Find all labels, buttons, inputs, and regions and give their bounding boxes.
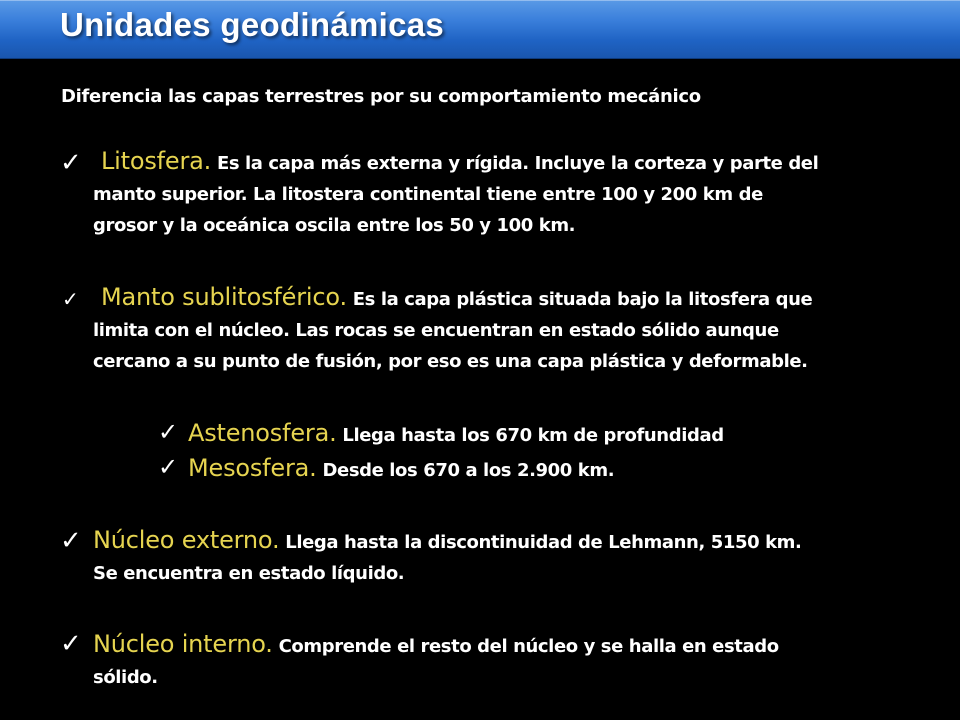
- list-item-manto-sublitosferico: [93, 282, 812, 377]
- description-line: limita con el núcleo. Las rocas se encuentran en estado sólido aunque: [93, 320, 779, 341]
- checkmark-icon: ✓: [60, 629, 82, 659]
- list-item-nucleo-interno: [93, 629, 779, 693]
- term-nucleo-interno: Núcleo interno.: [93, 630, 273, 658]
- description-line: Desde los 670 a los 2.900 km.: [322, 460, 615, 481]
- checkmark-icon: ✓: [158, 418, 179, 446]
- description-line: Es la capa plástica situada bajo la litosfera que: [352, 289, 813, 310]
- description-line: Es la capa más externa y rígida. Incluye la corteza y parte del: [216, 153, 819, 174]
- term-litosfera: Litosfera.: [101, 147, 212, 175]
- list-item-litosfera: [93, 146, 818, 241]
- checkmark-icon: ✓: [62, 287, 79, 311]
- description-line: Se encuentra en estado líquido.: [93, 563, 405, 584]
- list-item-nucleo-externo: [93, 525, 801, 589]
- list-item-astenosfera: [188, 418, 724, 451]
- title-bar: [0, 0, 960, 59]
- checkmark-icon: ✓: [158, 453, 179, 481]
- checkmark-icon: ✓: [60, 526, 82, 556]
- description-line: Llega hasta los 670 km de profundidad: [342, 425, 724, 446]
- term-mesosfera: Mesosfera.: [188, 454, 317, 482]
- description-line: manto superior. La litostera continental tiene entre 100 y 200 km de: [93, 184, 763, 205]
- description-line: Comprende el resto del núcleo y se halla en estado: [278, 636, 779, 657]
- term-manto-sublitosferico: Manto sublitosférico.: [101, 283, 347, 311]
- slide-subtitle: Diferencia las capas terrestres por su comportamiento mecánico: [61, 86, 701, 107]
- checkmark-icon: ✓: [60, 148, 82, 178]
- description-line: cercano a su punto de fusión, por eso es una capa plástica y deformable.: [93, 351, 808, 372]
- slide-title: Unidades geodinámicas: [60, 6, 445, 43]
- term-astenosfera: Astenosfera.: [188, 419, 337, 447]
- description-line: grosor y la oceánica oscila entre los 50 y 100 km.: [93, 215, 576, 236]
- list-item-mesosfera: [188, 453, 614, 486]
- description-line: sólido.: [93, 667, 158, 688]
- term-nucleo-externo: Núcleo externo.: [93, 526, 280, 554]
- description-line: Llega hasta la discontinuidad de Lehmann, 5150 km.: [285, 532, 802, 553]
